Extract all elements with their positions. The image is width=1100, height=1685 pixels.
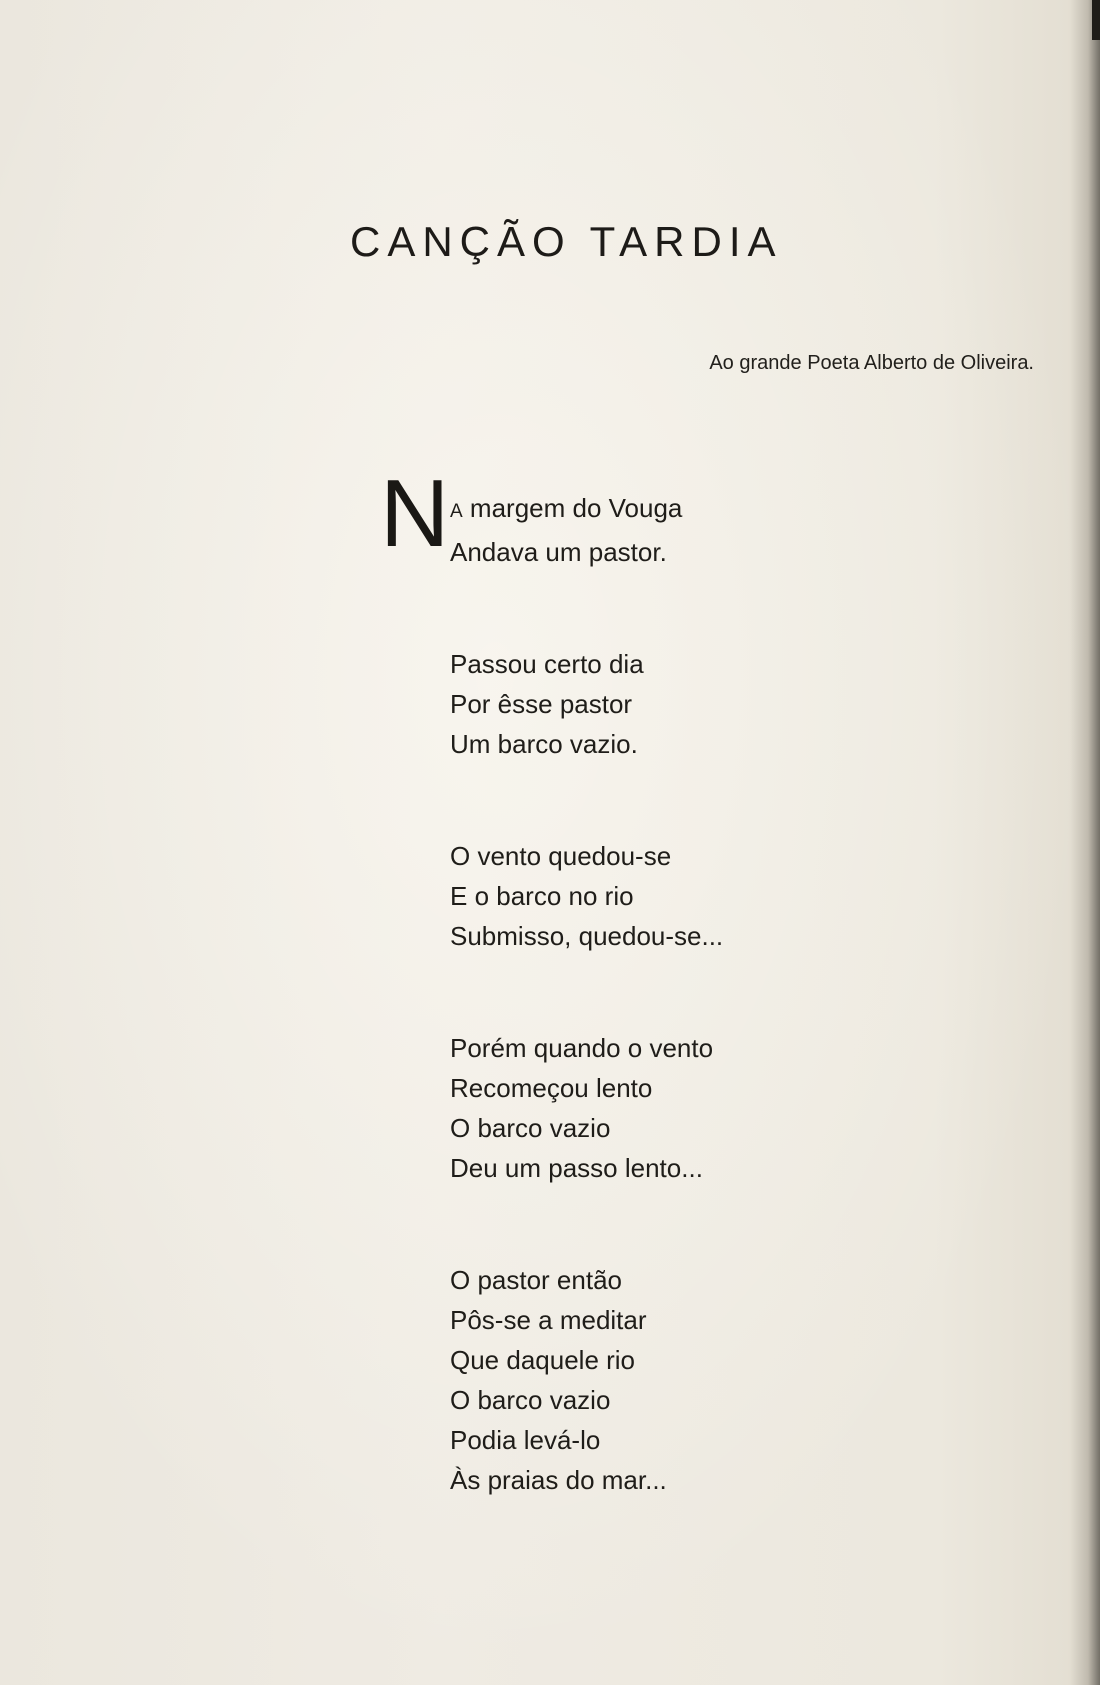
poem-line: Às praias do mar...: [450, 1465, 667, 1495]
poem-line: Porém quando o vento: [450, 1033, 714, 1063]
poem-line-1: [450, 488, 723, 532]
first-line-text: margem do Vouga: [462, 493, 683, 523]
poem-line: Submisso, quedou-se...: [450, 921, 724, 951]
poem-body: [450, 488, 723, 1572]
stanza-1: [450, 488, 723, 572]
poem-line: Deu um passo lento...: [450, 1153, 703, 1183]
stanza-3: [450, 836, 723, 956]
stanza-2: [450, 644, 723, 764]
first-line-smallcap: A: [450, 501, 463, 522]
poem-line: Pôs-se a meditar: [450, 1305, 647, 1335]
poem-line: Que daquele rio: [450, 1345, 636, 1375]
binding-edge: [1092, 0, 1100, 40]
poem-title: CANÇÃO TARDIA: [350, 218, 783, 265]
drop-cap: N: [380, 460, 450, 567]
poem-line: O barco vazio: [450, 1113, 611, 1143]
poem-line: O vento quedou-se: [450, 841, 672, 871]
poem-line-2: Andava um pastor.: [450, 537, 667, 567]
poem-line: O pastor então: [450, 1265, 622, 1295]
poem-line: Um barco vazio.: [450, 729, 638, 759]
spine-shadow: [1070, 0, 1100, 1685]
stanza-5: [450, 1260, 723, 1500]
dedication: Ao grande Poeta Alberto de Oliveira.: [709, 352, 1034, 374]
poem-line: Podia levá-lo: [450, 1425, 601, 1455]
poem-line: O barco vazio: [450, 1385, 611, 1415]
stanza-4: [450, 1028, 723, 1188]
poem-line: Por êsse pastor: [450, 689, 633, 719]
poem-line: Recomeçou lento: [450, 1073, 653, 1103]
poem-line: E o barco no rio: [450, 881, 634, 911]
poem-line: Passou certo dia: [450, 649, 644, 679]
